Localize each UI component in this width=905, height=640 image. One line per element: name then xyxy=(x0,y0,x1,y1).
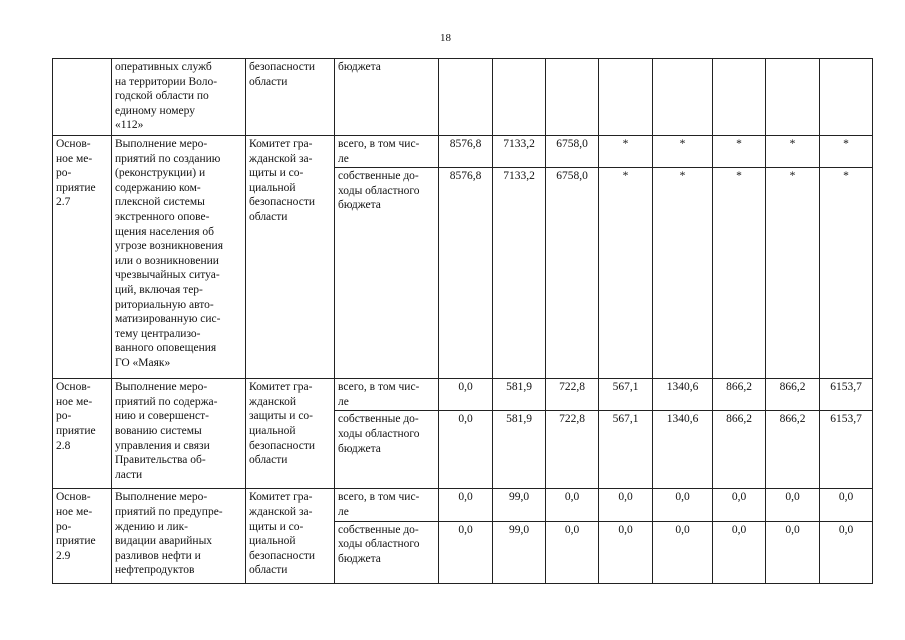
value-cell: 0,0 xyxy=(713,521,766,583)
value-cell: * xyxy=(653,168,713,379)
executor-cell: Комитет гра- жданской за- щиты и со- циальной безопасности области xyxy=(246,489,335,583)
value-cell: 581,9 xyxy=(493,411,546,489)
executor-cell: Комитет гра- жданской за- щиты и со- циальной безопасности области xyxy=(246,136,335,379)
value-cell: * xyxy=(599,136,653,168)
source-cell: бюджета xyxy=(335,59,439,136)
value-cell xyxy=(599,59,653,136)
value-cell: 6758,0 xyxy=(546,136,599,168)
value-cell: * xyxy=(820,168,873,379)
value-cell: 567,1 xyxy=(599,411,653,489)
value-cell xyxy=(493,59,546,136)
source-cell: собственные до- ходы областного бюджета xyxy=(335,521,439,583)
value-cell: 1340,6 xyxy=(653,411,713,489)
value-cell: 722,8 xyxy=(546,411,599,489)
value-cell: * xyxy=(713,136,766,168)
executor-cell: безопасности области xyxy=(246,59,335,136)
value-cell: 0,0 xyxy=(439,489,493,521)
value-cell: 8576,8 xyxy=(439,136,493,168)
value-cell: 866,2 xyxy=(713,379,766,411)
table-row xyxy=(53,136,873,168)
value-cell xyxy=(546,59,599,136)
value-cell: 7133,2 xyxy=(493,168,546,379)
budget-table xyxy=(52,58,873,584)
value-cell: 0,0 xyxy=(820,521,873,583)
value-cell: 0,0 xyxy=(766,489,820,521)
value-cell xyxy=(653,59,713,136)
value-cell: 8576,8 xyxy=(439,168,493,379)
value-cell: * xyxy=(713,168,766,379)
value-cell: 6153,7 xyxy=(820,379,873,411)
source-cell: собственные до- ходы областного бюджета xyxy=(335,411,439,489)
value-cell: 0,0 xyxy=(599,521,653,583)
value-cell: * xyxy=(653,136,713,168)
measure-cell: Основ- ное ме- ро- приятие 2.7 xyxy=(53,136,112,379)
value-cell: 567,1 xyxy=(599,379,653,411)
value-cell: * xyxy=(820,136,873,168)
source-cell: всего, в том чис- ле xyxy=(335,136,439,168)
source-cell: всего, в том чис- ле xyxy=(335,379,439,411)
value-cell: 866,2 xyxy=(713,411,766,489)
value-cell: 1340,6 xyxy=(653,379,713,411)
value-cell xyxy=(766,59,820,136)
value-cell xyxy=(439,59,493,136)
value-cell: * xyxy=(599,168,653,379)
value-cell: 866,2 xyxy=(766,411,820,489)
value-cell xyxy=(820,59,873,136)
description-cell: Выполнение меро- приятий по предупре- ждению и лик- видации аварийных разливов нефти и нефтепродуктов xyxy=(112,489,246,583)
value-cell: 0,0 xyxy=(713,489,766,521)
value-cell: 722,8 xyxy=(546,379,599,411)
source-cell: всего, в том чис- ле xyxy=(335,489,439,521)
value-cell: 581,9 xyxy=(493,379,546,411)
value-cell: 0,0 xyxy=(439,379,493,411)
measure-cell xyxy=(53,59,112,136)
value-cell: 99,0 xyxy=(493,489,546,521)
value-cell: * xyxy=(766,136,820,168)
table-row xyxy=(53,489,873,521)
source-cell: собственные до- ходы областного бюджета xyxy=(335,168,439,379)
value-cell: * xyxy=(766,168,820,379)
description-cell: Выполнение меро- приятий по содержа- нию и совершенст- вованию системы управления и связи Правительства об- ласти xyxy=(112,379,246,489)
value-cell: 6758,0 xyxy=(546,168,599,379)
value-cell xyxy=(713,59,766,136)
measure-cell: Основ- ное ме- ро- приятие 2.9 xyxy=(53,489,112,583)
executor-cell: Комитет гра- жданской защиты и со- циальной безопасности области xyxy=(246,379,335,489)
page-number: 18 xyxy=(440,32,451,44)
value-cell: 0,0 xyxy=(546,489,599,521)
description-cell: оперативных служб на территории Воло- годской области по единому номеру «112» xyxy=(112,59,246,136)
table-row xyxy=(53,59,873,136)
value-cell: 7133,2 xyxy=(493,136,546,168)
value-cell: 866,2 xyxy=(766,379,820,411)
value-cell: 0,0 xyxy=(439,411,493,489)
value-cell: 0,0 xyxy=(439,521,493,583)
value-cell: 0,0 xyxy=(653,489,713,521)
table-row xyxy=(53,379,873,411)
value-cell: 99,0 xyxy=(493,521,546,583)
value-cell: 0,0 xyxy=(599,489,653,521)
value-cell: 0,0 xyxy=(766,521,820,583)
value-cell: 0,0 xyxy=(653,521,713,583)
value-cell: 0,0 xyxy=(820,489,873,521)
value-cell: 6153,7 xyxy=(820,411,873,489)
measure-cell: Основ- ное ме- ро- приятие 2.8 xyxy=(53,379,112,489)
value-cell: 0,0 xyxy=(546,521,599,583)
description-cell: Выполнение меро- приятий по созданию (реконструкции) и содержанию ком- плексной системы экстренного опове- щения населения об угрозе возникновения или о возникновении чрезвычайных ситуа- ций, включая тер- риториальную авто- матизированную сис- тему централизо- ванного оповещения ГО «Маяк» xyxy=(112,136,246,379)
